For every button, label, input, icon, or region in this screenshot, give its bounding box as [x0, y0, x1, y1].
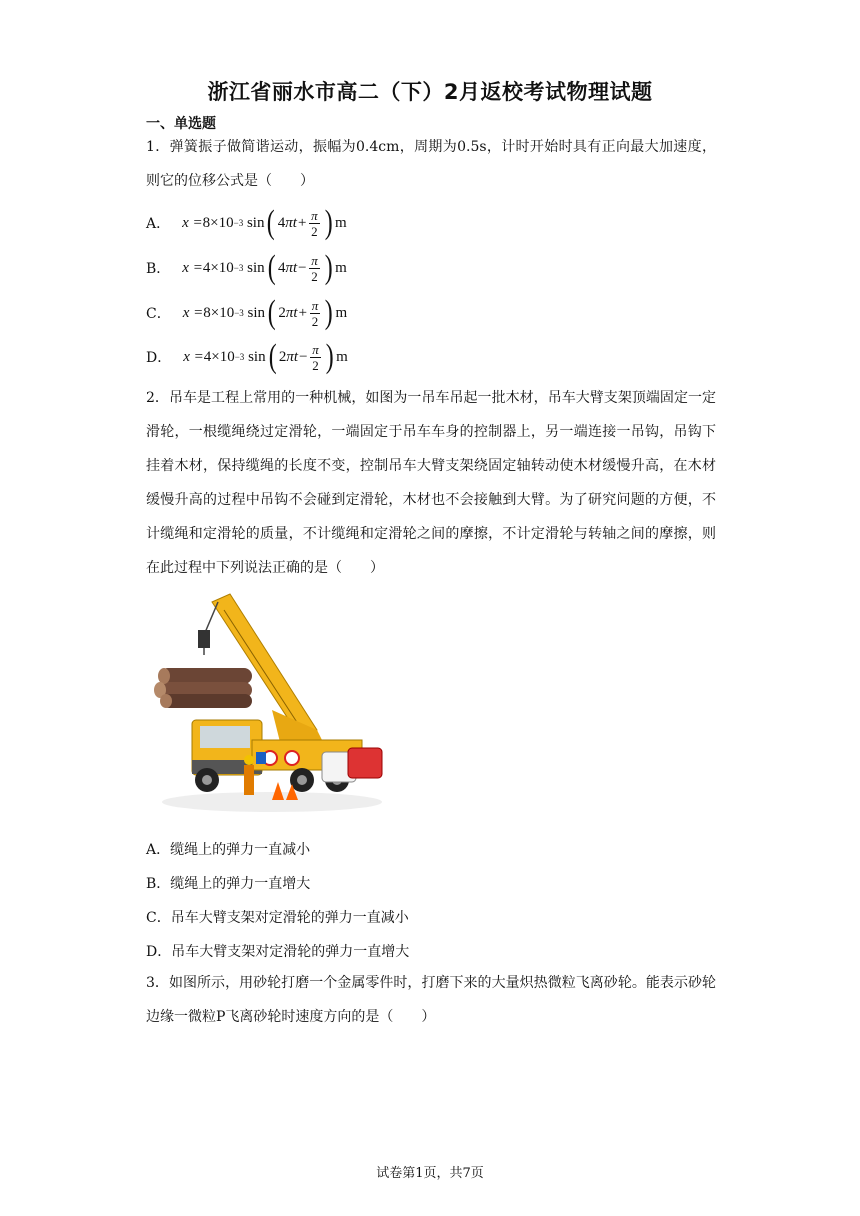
section-heading: 一、单选题 [146, 116, 216, 132]
formula: x = 8 ×10 −3 sin ( 4 πt + $\frac{\pi}{2}$ ) m [182, 204, 347, 241]
question-1-option-a [146, 206, 347, 240]
formula: x = 4 ×10 −3 sin ( 2 πt − $\frac{\pi}{2}$ ) m [183, 338, 348, 375]
question-3-stem: 3．如图所示，用砂轮打磨一个金属零件时，打磨下来的大量炽热微粒飞离砂轮。能表示砂轮边缘一微粒P飞离砂轮时速度方向的是（ ） [146, 975, 716, 1025]
question-1-option-d [146, 340, 348, 374]
question-2-stem: 2．吊车是工程上常用的一种机械，如图为一吊车吊起一批木材，吊车大臂支架顶端固定一定滑轮，一根缆绳绕过定滑轮，一端固定于吊车车身的控制器上，另一端连接一吊钩，吊钩下挂着木材，保持缆绳的长度不变，控制吊车大臂支架绕固定轴转动使木材缓慢升高，在木材缓慢升高的过程中吊钩不会碰到定滑轮，木材也不会接触到大臂。为了研究问题的方便，不计缆绳和定滑轮的质量，不计缆绳和定滑轮之间的摩擦，不计定滑轮与转轴之间的摩擦，则在此过程中下列说法正确的是（ ） [146, 390, 716, 576]
page-title: 浙江省丽水市高二（下）2月返校考试物理试题 [207, 80, 653, 104]
crane-truck-image [152, 590, 392, 815]
question-1-option-b [146, 251, 347, 285]
option-label: C． [146, 306, 171, 322]
question-2-option-b: B．缆绳上的弹力一直增大 [146, 876, 311, 892]
question-2-option-a: A．缆绳上的弹力一直减小 [146, 842, 311, 858]
option-label: D． [146, 350, 172, 366]
formula: x = 4 ×10 −3 sin ( 4 πt − $\frac{\pi}{2}$ ) m [182, 249, 347, 286]
page-footer: 试卷第1页，共7页 [376, 1166, 484, 1181]
question-2-option-d: D．吊车大臂支架对定滑轮的弹力一直增大 [146, 944, 410, 960]
option-label: A． [146, 216, 171, 232]
question-1-option-c [146, 296, 347, 330]
option-label: B． [146, 261, 171, 277]
question-1-stem: 1．弹簧振子做简谐运动，振幅为0.4cm，周期为0.5s，计时开始时具有正向最大加速度，则它的位移公式是（ ） [146, 139, 716, 189]
question-2-option-c: C．吊车大臂支架对定滑轮的弹力一直减小 [146, 910, 409, 926]
log-bundle [154, 668, 252, 708]
formula: x = 8 ×10 −3 sin ( 2 πt + $\frac{\pi}{2}$ ) m [182, 294, 348, 331]
